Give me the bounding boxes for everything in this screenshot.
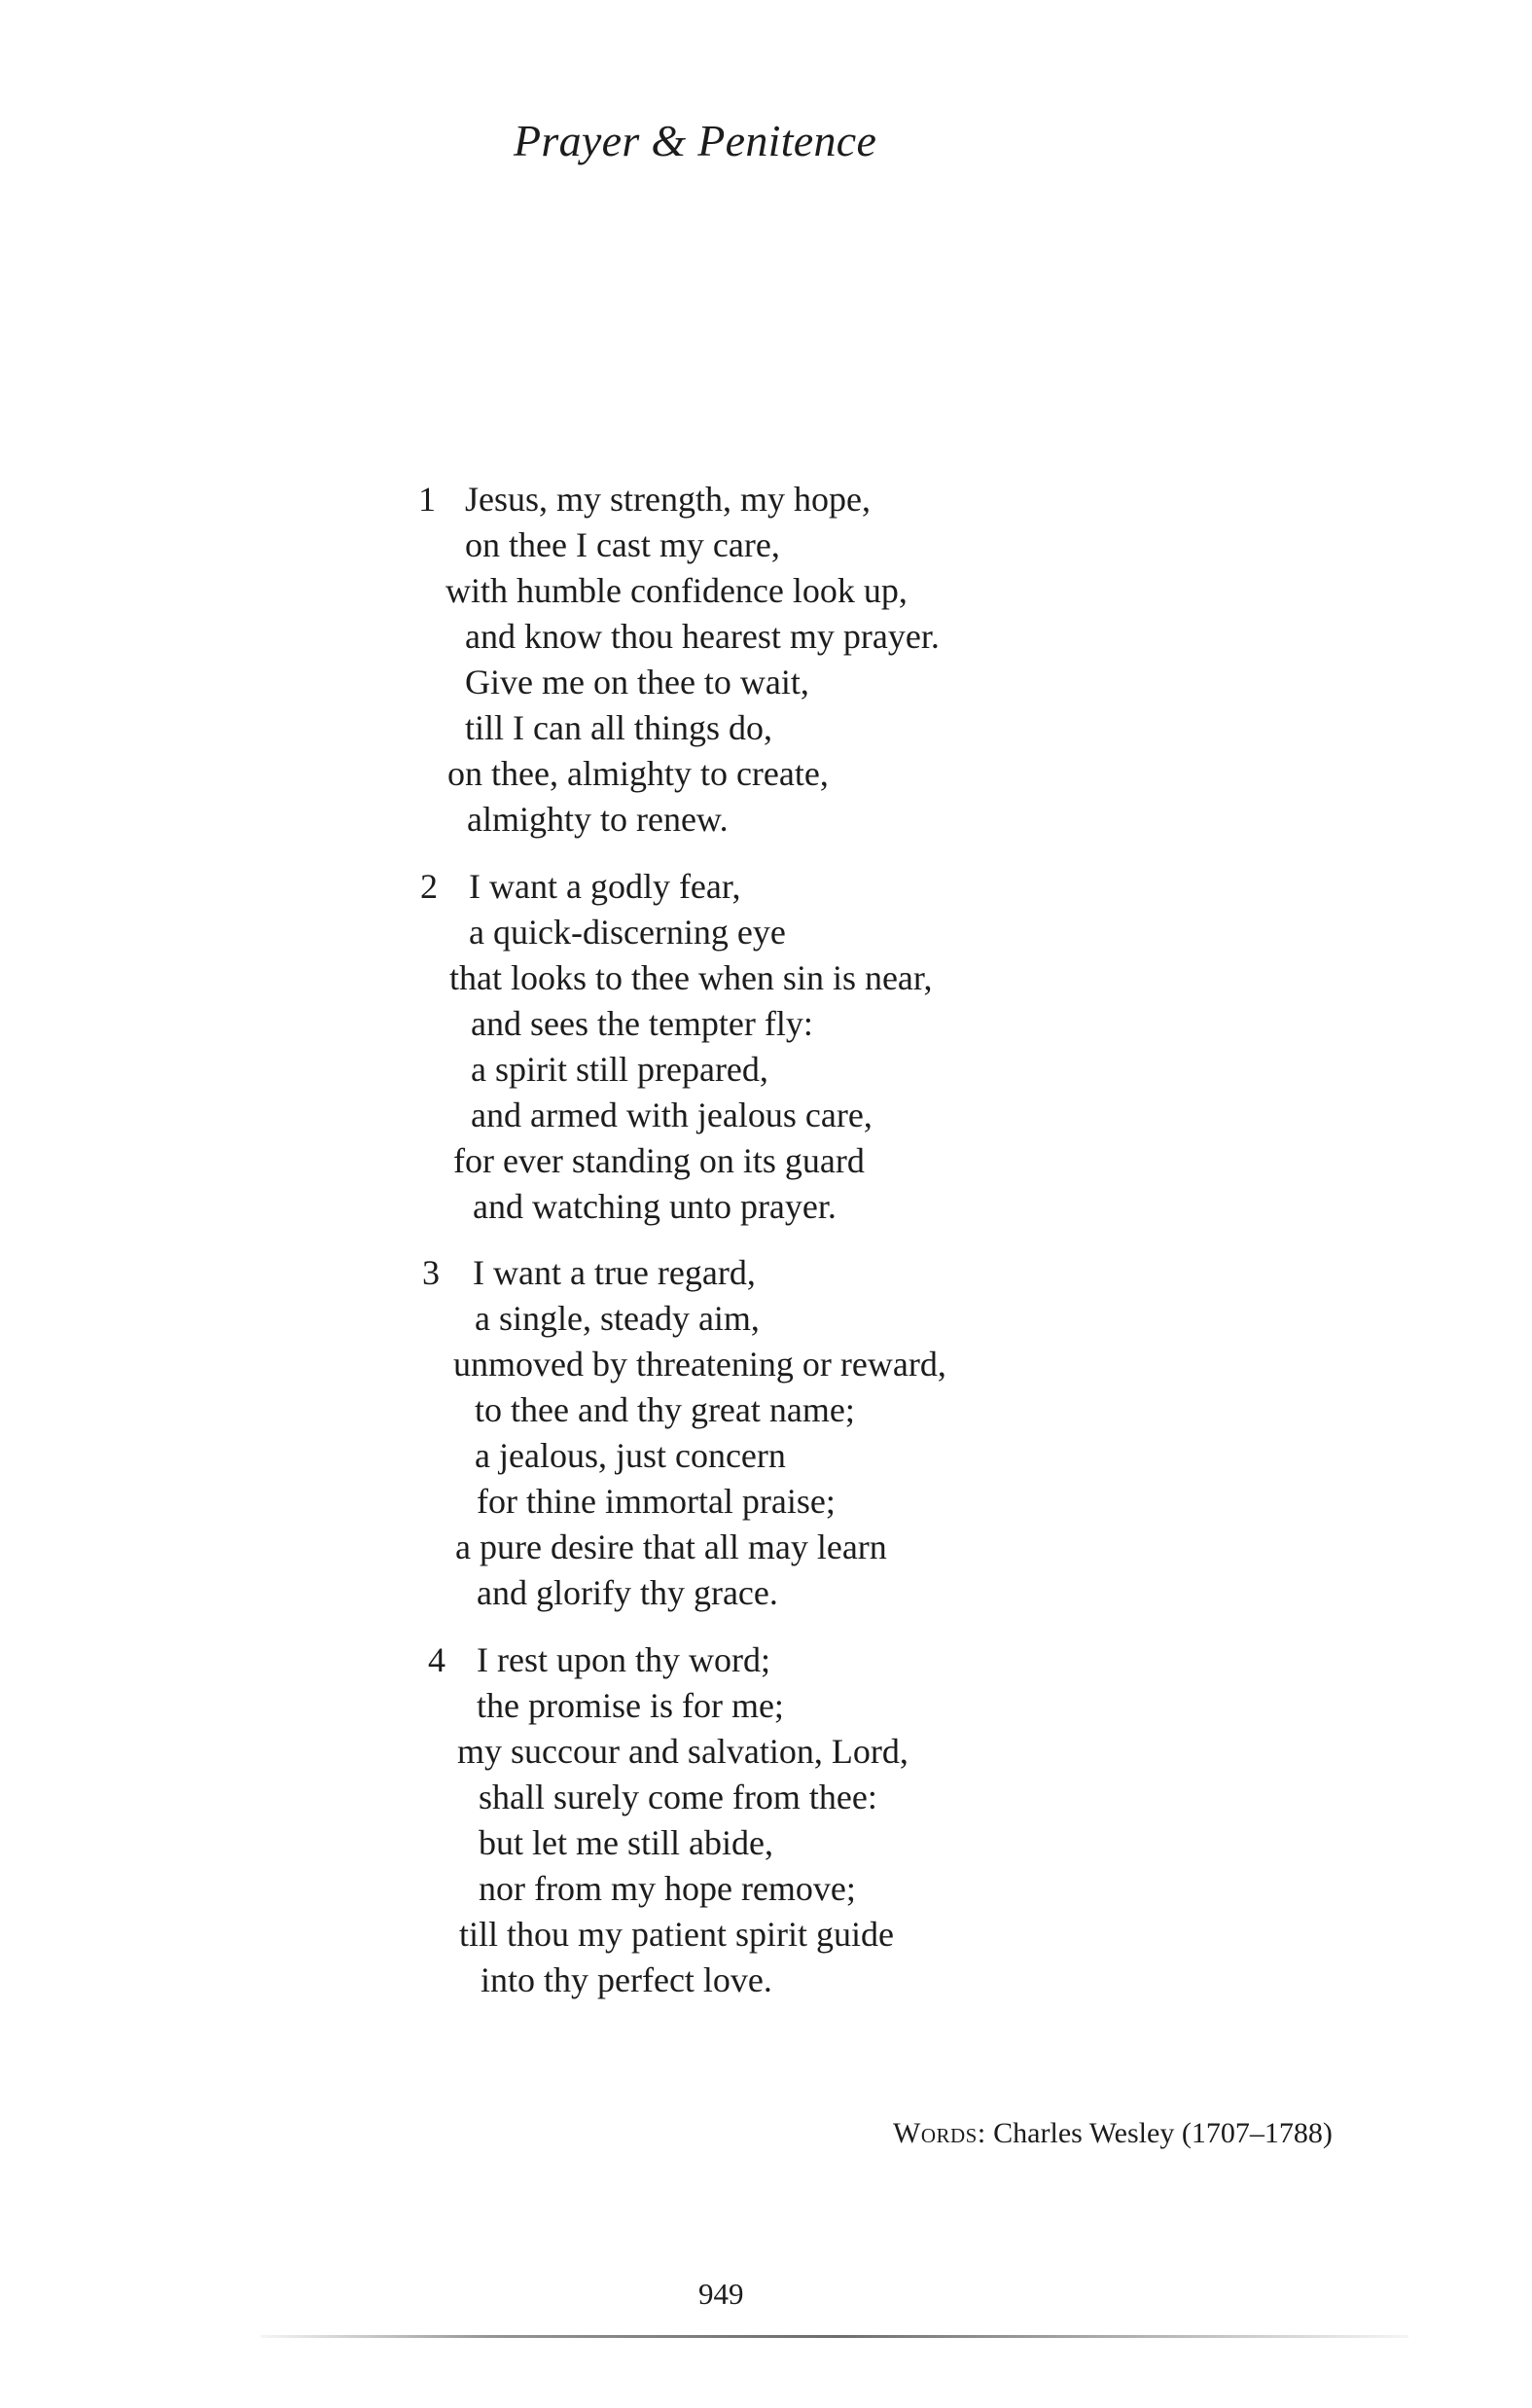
bottom-rule <box>261 2335 1408 2338</box>
verse-line: my succour and salvation, Lord, <box>457 1732 909 1771</box>
verse-number: 3 <box>422 1253 440 1292</box>
verse-line: till thou my patient spirit guide <box>459 1915 894 1954</box>
verse-line: a pure desire that all may learn <box>455 1527 887 1566</box>
page-title: Prayer & Penitence <box>514 116 877 165</box>
attribution-author: Charles Wesley (1707–1788) <box>993 2117 1333 2149</box>
verse-line: on thee I cast my care, <box>465 525 780 564</box>
verse-line: almighty to renew. <box>467 800 729 839</box>
verse-line: with humble confidence look up, <box>445 571 908 610</box>
verse-line: a jealous, just concern <box>475 1436 786 1475</box>
verse-line: but let me still abide, <box>479 1823 773 1862</box>
verse-line: a spirit still prepared, <box>471 1050 768 1089</box>
verse-line: Jesus, my strength, my hope, <box>465 480 871 519</box>
verse-line: unmoved by threatening or reward, <box>453 1345 946 1384</box>
verse-line: for thine immortal praise; <box>477 1482 836 1521</box>
verse-line: on thee, almighty to create, <box>447 754 829 793</box>
page-number: 949 <box>698 2277 744 2311</box>
verse-line: that looks to thee when sin is near, <box>449 958 933 997</box>
verse-line: and sees the tempter fly: <box>471 1004 813 1043</box>
verse-line: I want a true regard, <box>473 1253 756 1292</box>
verse-line: I want a godly fear, <box>469 867 741 906</box>
verse-line: a single, steady aim, <box>475 1299 760 1338</box>
verse-line: and glorify thy grace. <box>477 1573 778 1612</box>
verse-line: shall surely come from thee: <box>479 1778 877 1816</box>
verse-line: and know thou hearest my prayer. <box>465 617 940 656</box>
verse-line: and armed with jealous care, <box>471 1096 873 1134</box>
verse-number: 2 <box>420 867 438 906</box>
verse-line: Give me on thee to wait, <box>465 663 809 701</box>
words-attribution <box>893 2117 1333 2150</box>
attribution-label: Words: <box>893 2117 986 2149</box>
verse-number: 1 <box>418 480 436 519</box>
verse-line: till I can all things do, <box>465 708 772 747</box>
verse-line: the promise is for me; <box>477 1686 784 1725</box>
verse-line: nor from my hope remove; <box>479 1869 856 1908</box>
verse-line: into thy perfect love. <box>481 1960 772 1999</box>
verse-line: for ever standing on its guard <box>453 1141 865 1180</box>
verse-number: 4 <box>428 1640 445 1679</box>
verse-line: to thee and thy great name; <box>475 1390 855 1429</box>
verse-line: I rest upon thy word; <box>477 1640 770 1679</box>
verse-line: a quick-discerning eye <box>469 913 786 952</box>
verse-line: and watching unto prayer. <box>473 1187 837 1226</box>
